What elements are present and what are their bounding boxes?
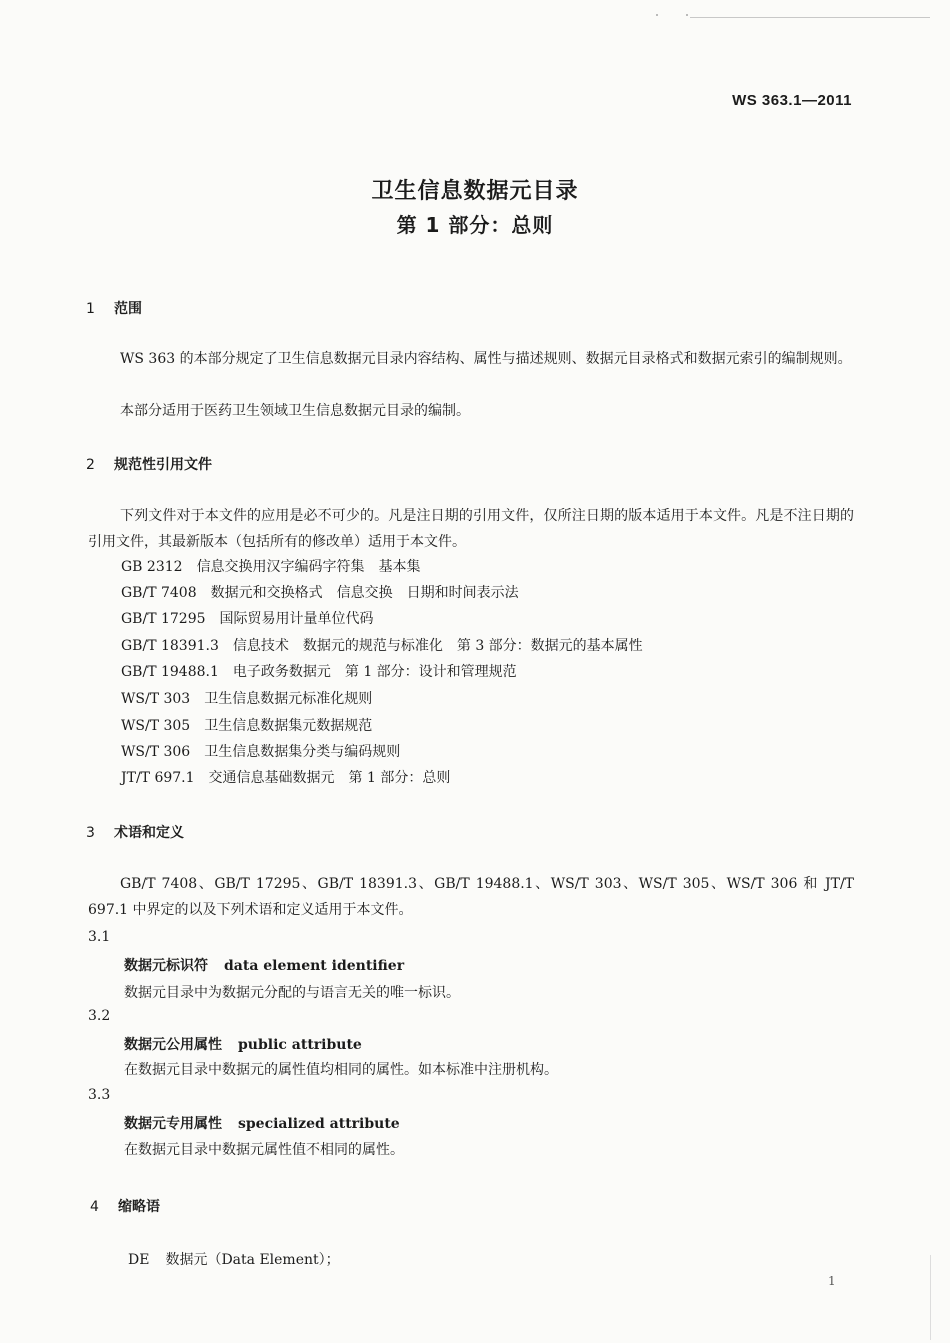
section-number: 1	[86, 301, 95, 317]
reference-item: GB 2312 信息交换用汉字编码字符集 基本集	[121, 559, 421, 575]
scope-applicability: 本部分适用于医药卫生领域卫生信息数据元目录的编制。	[120, 403, 470, 419]
section-title: 缩略语	[118, 1199, 160, 1215]
clause-number: 3.1	[88, 929, 111, 945]
page-number: 1	[828, 1274, 836, 1288]
reference-item: WS/T 305 卫生信息数据集元数据规范	[121, 718, 373, 734]
terms-intro: GB/T 7408、GB/T 17295、GB/T 18391.3、GB/T 19488.1、WS/T 303、WS/T 305、WS/T 306 和 JT/T 697.1 中界定的以及下列术语和定义适用于本文件。	[88, 876, 854, 918]
reference-item: GB/T 7408 数据元和交换格式 信息交换 日期和时间表示法	[121, 585, 519, 601]
section-title: 术语和定义	[114, 825, 184, 841]
reference-item: GB/T 17295 国际贸易用计量单位代码	[121, 611, 374, 627]
clause-number: 3.3	[88, 1087, 111, 1103]
section-heading-normative-references	[86, 454, 212, 474]
reference-item: GB/T 18391.3 信息技术 数据元的规范与标准化 第 3 部分：数据元的基本属性	[121, 638, 643, 654]
term-heading: 数据元公用属性 public attribute	[124, 1037, 362, 1053]
scan-artifact-line	[690, 17, 930, 18]
scan-artifact-line	[930, 1255, 931, 1340]
section-heading-terms	[86, 822, 184, 842]
document-subtitle: 第 1 部分：总则	[396, 213, 554, 237]
reference-item: JT/T 697.1 交通信息基础数据元 第 1 部分：总则	[121, 770, 451, 786]
section-heading-abbreviations	[90, 1196, 160, 1216]
document-title: 卫生信息数据元目录	[371, 179, 579, 204]
section-number: 2	[86, 457, 95, 473]
scan-artifact-dot	[656, 14, 658, 16]
reference-item: WS/T 306 卫生信息数据集分类与编码规则	[121, 744, 401, 760]
term-definition: 在数据元目录中数据元的属性值均相同的属性。如本标准中注册机构。	[124, 1062, 558, 1078]
term-definition: 数据元目录中为数据元分配的与语言无关的唯一标识。	[124, 985, 460, 1001]
reference-item: WS/T 303 卫生信息数据元标准化规则	[121, 691, 373, 707]
title-block	[0, 176, 950, 242]
term-heading: 数据元专用属性 specialized attribute	[124, 1116, 400, 1132]
section-title: 规范性引用文件	[114, 457, 212, 473]
section-number: 4	[90, 1199, 99, 1215]
references-intro: 下列文件对于本文件的应用是必不可少的。凡是注日期的引用文件，仅所注日期的版本适用于本文件。凡是不注日期的引用文件，其最新版本（包括所有的修改单）适用于本文件。	[88, 508, 854, 550]
clause-number: 3.2	[88, 1008, 111, 1024]
term-heading: 数据元标识符 data element identifier	[124, 958, 405, 974]
section-heading-scope	[86, 298, 142, 318]
term-definition: 在数据元目录中数据元属性值不相同的属性。	[124, 1142, 404, 1158]
reference-item: GB/T 19488.1 电子政务数据元 第 1 部分：设计和管理规范	[121, 664, 517, 680]
section-title: 范围	[114, 301, 142, 317]
section-number: 3	[86, 825, 95, 841]
abbreviation-item: DE 数据元（Data Element）；	[128, 1252, 340, 1268]
scan-artifact-dot	[686, 14, 688, 16]
scope-paragraph: WS 363 的本部分规定了卫生信息数据元目录内容结构、属性与描述规则、数据元目录格式和数据元索引的编制规则。	[120, 351, 852, 367]
standard-number: WS 363.1—2011	[732, 92, 852, 109]
